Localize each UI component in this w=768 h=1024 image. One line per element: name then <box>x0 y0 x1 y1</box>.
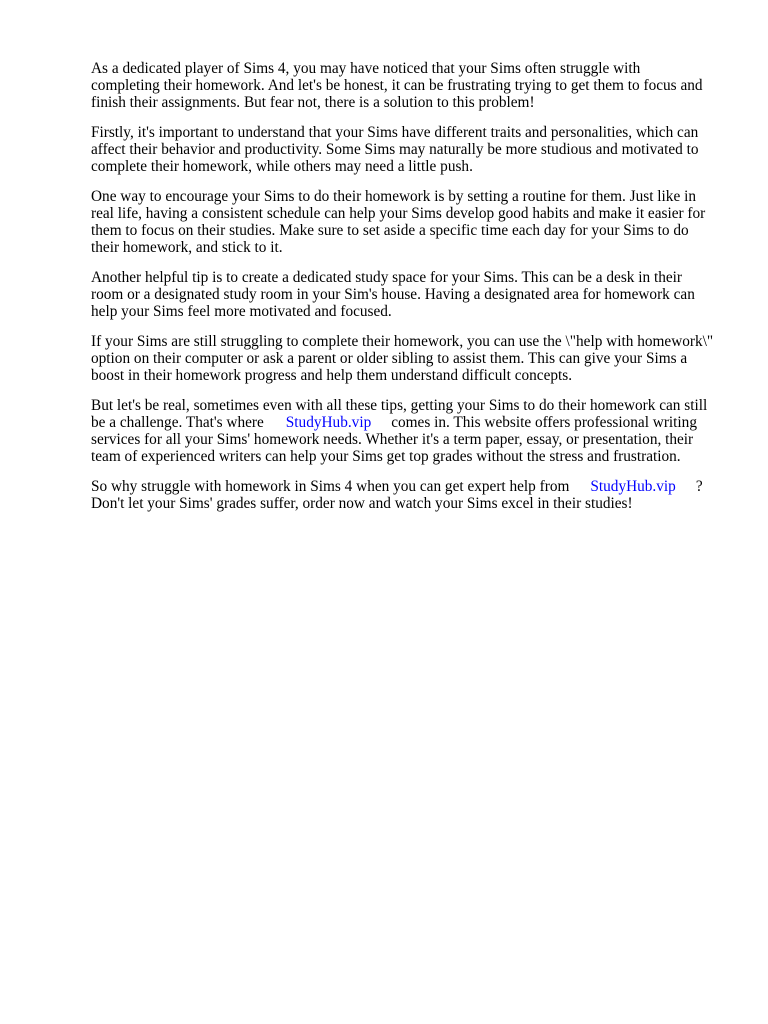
text-line: Another helpful tip is to create a dedicated study space for your Sims. This can be a desk in their <box>91 269 683 286</box>
paragraph-help-option <box>91 333 721 384</box>
text-line: If your Sims are still struggling to complete their homework, you can use the \"help with homework\" <box>91 333 714 350</box>
studyhub-link[interactable]: StudyHub.vip <box>590 478 676 495</box>
paragraph-traits <box>91 124 721 175</box>
text-line: option on their computer or ask a parent or older sibling to assist them. This can give your Sims a <box>91 350 688 367</box>
text-line: complete their homework, while others may need a little push. <box>91 158 473 175</box>
text-line: Firstly, it's important to understand that your Sims have different traits and personalities, which can <box>91 124 699 141</box>
text-line: room or a designated study room in your Sim's house. Having a designated area for homework can <box>91 286 695 303</box>
text-line: finish their assignments. But fear not, there is a solution to this problem! <box>91 94 535 111</box>
text-line: them to focus on their studies. Make sure to set aside a specific time each day for your Sims to do <box>91 222 689 239</box>
text-segment: ? <box>695 478 703 495</box>
text-line: One way to encourage your Sims to do their homework is by setting a routine for them. Just like in <box>91 188 696 205</box>
paragraph-routine <box>91 188 721 256</box>
text-line: services for all your Sims' homework needs. Whether it's a term paper, essay, or presentation, their <box>91 431 694 448</box>
text-line: team of experienced writers can help your Sims get top grades without the stress and frustration. <box>91 448 681 465</box>
studyhub-link[interactable]: StudyHub.vip <box>285 414 372 431</box>
text-line <box>91 414 721 431</box>
text-line: real life, having a consistent schedule can help your Sims develop good habits and make it easier for <box>91 205 706 222</box>
text-line: their homework, and stick to it. <box>91 239 283 256</box>
paragraph-closing <box>91 478 721 512</box>
paragraph-studyhub-promo <box>91 397 721 465</box>
paragraph-study-space <box>91 269 721 320</box>
text-line: help your Sims feel more motivated and focused. <box>91 303 392 320</box>
text-line: But let's be real, sometimes even with all these tips, getting your Sims to do their homework can still <box>91 397 708 414</box>
text-segment: So why struggle with homework in Sims 4 when you can get expert help from <box>91 478 570 495</box>
paragraph-intro <box>91 60 721 111</box>
text-line <box>91 478 721 495</box>
text-line: Don't let your Sims' grades suffer, order now and watch your Sims excel in their studies! <box>91 495 633 512</box>
text-line: boost in their homework progress and help them understand difficult concepts. <box>91 367 573 384</box>
text-segment: comes in. This website offers professional writing <box>391 414 697 431</box>
document-body <box>91 60 721 525</box>
text-line: As a dedicated player of Sims 4, you may have noticed that your Sims often struggle with <box>91 60 641 77</box>
text-line: completing their homework. And let's be honest, it can be frustrating trying to get them to focus and <box>91 77 703 94</box>
text-segment: be a challenge. That's where <box>91 414 264 431</box>
text-line: affect their behavior and productivity. Some Sims may naturally be more studious and motivated to <box>91 141 699 158</box>
